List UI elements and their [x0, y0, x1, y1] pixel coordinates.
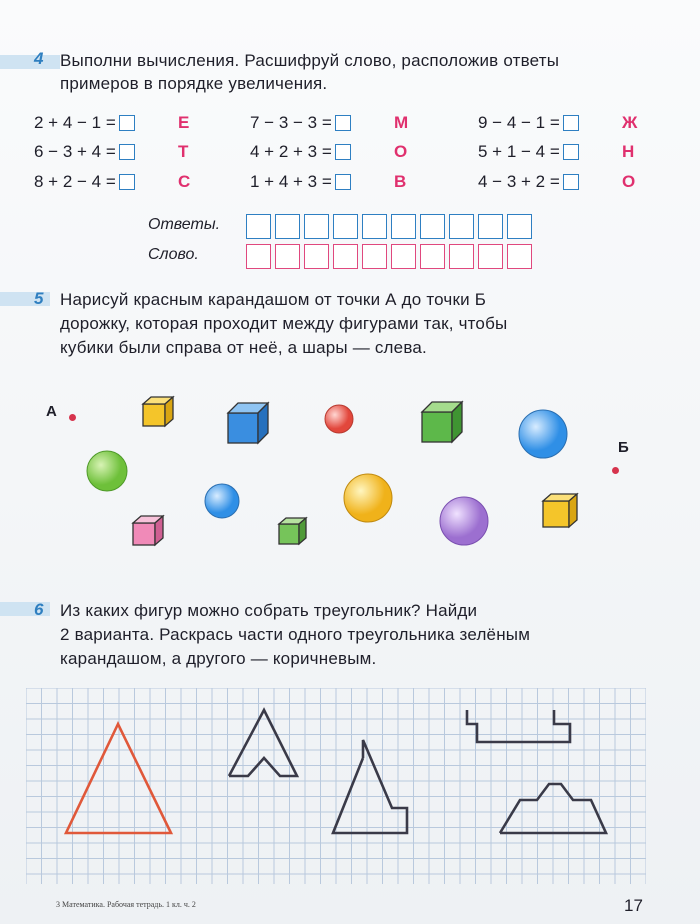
answer-box[interactable]: [563, 174, 579, 190]
equation-expression: 7 − 3 − 3 =: [250, 113, 332, 132]
task4-number: 4: [34, 49, 44, 68]
answer-box[interactable]: [119, 115, 135, 131]
code-letter: Е: [178, 113, 190, 132]
cube-yellow-right: [543, 494, 577, 527]
answer-cell[interactable]: [478, 214, 503, 239]
footer-imprint: 3 Математика. Рабочая тетрадь. 1 кл. ч. 2: [56, 900, 196, 909]
task6-text-line1: Из каких фигур можно собрать треугольник? Найди: [60, 601, 478, 620]
task5-text-line2: дорожку, которая проходит между фигурами так, чтобы: [60, 314, 508, 333]
word-cell[interactable]: [507, 244, 532, 269]
equation: [478, 113, 579, 133]
equation: [478, 142, 579, 162]
answer-cell[interactable]: [362, 214, 387, 239]
answer-cell[interactable]: [391, 214, 416, 239]
cube-green-large: [422, 402, 462, 442]
answer-cell[interactable]: [333, 214, 358, 239]
code-letter: Ж: [622, 113, 638, 132]
answer-box[interactable]: [335, 115, 351, 131]
code-letter: М: [394, 113, 409, 132]
word-cell[interactable]: [391, 244, 416, 269]
equation-expression: 9 − 4 − 1 =: [478, 113, 560, 132]
task5-number: 5: [34, 289, 44, 308]
equation: [478, 172, 579, 192]
task5-text-line3: кубики были справа от неё, а шары — слева.: [60, 338, 427, 357]
shape-bracket[interactable]: [467, 710, 570, 742]
answers-label: Ответы.: [148, 216, 221, 233]
answer-box[interactable]: [563, 144, 579, 160]
code-letter: С: [178, 172, 191, 191]
code-letter: Н: [622, 142, 635, 161]
answer-box[interactable]: [335, 174, 351, 190]
answer-box[interactable]: [119, 144, 135, 160]
task4-text-line1: Выполни вычисления. Расшифруй слово, расположив ответы: [60, 51, 560, 70]
word-cell[interactable]: [420, 244, 445, 269]
equation-expression: 2 + 4 − 1 =: [34, 113, 116, 132]
page-number: 17: [624, 896, 643, 915]
word-cells: [246, 244, 536, 269]
point-a-label: А: [46, 403, 57, 420]
answer-cell[interactable]: [420, 214, 445, 239]
answer-box[interactable]: [335, 144, 351, 160]
answers-cells: [246, 214, 536, 239]
cube-blue: [228, 403, 268, 443]
answer-cell[interactable]: [304, 214, 329, 239]
ball-red: [325, 405, 353, 433]
equation-expression: 5 + 1 − 4 =: [478, 142, 560, 161]
cube-yellow-top: [143, 397, 173, 426]
task6-text-line2: 2 варианта. Раскрась части одного треугольника зелёным: [60, 625, 531, 644]
equation-expression: 4 − 3 + 2 =: [478, 172, 560, 191]
ball-yellow: [344, 474, 392, 522]
word-cell[interactable]: [275, 244, 300, 269]
word-cell[interactable]: [304, 244, 329, 269]
grid-area[interactable]: [26, 688, 646, 884]
answer-box[interactable]: [119, 174, 135, 190]
equation: [34, 113, 135, 133]
answer-box[interactable]: [563, 115, 579, 131]
task5-text-line1: Нарисуй красным карандашом от точки А до точки Б: [60, 290, 487, 309]
word-cell[interactable]: [246, 244, 271, 269]
equation-expression: 6 − 3 + 4 =: [34, 142, 116, 161]
word-cell[interactable]: [478, 244, 503, 269]
code-letter: О: [622, 172, 636, 191]
word-cell[interactable]: [362, 244, 387, 269]
point-b-label: Б: [618, 439, 629, 456]
figures-field[interactable]: [0, 380, 700, 560]
equation: [34, 172, 135, 192]
shape-arrowhead[interactable]: [229, 710, 297, 776]
equation-expression: 4 + 2 + 3 =: [250, 142, 332, 161]
ball-purple: [440, 497, 488, 545]
equation: [250, 172, 351, 192]
equation: [250, 113, 351, 133]
equation-expression: 1 + 4 + 3 =: [250, 172, 332, 191]
word-cell[interactable]: [333, 244, 358, 269]
code-letter: Т: [178, 142, 189, 161]
word-cell[interactable]: [449, 244, 474, 269]
task4-text-line2: примеров в порядке увеличения.: [60, 74, 328, 93]
ball-green: [87, 451, 127, 491]
task4-band: [0, 55, 60, 69]
shape-house[interactable]: [333, 740, 407, 833]
equation-expression: 8 + 2 − 4 =: [34, 172, 116, 191]
answer-cell[interactable]: [246, 214, 271, 239]
answer-cell[interactable]: [449, 214, 474, 239]
task6-text-line3: карандашом, а другого — коричневым.: [60, 649, 377, 668]
code-letter: О: [394, 142, 408, 161]
ball-blue-small: [205, 484, 239, 518]
ball-blue-large: [519, 410, 567, 458]
equation: [34, 142, 135, 162]
answer-cell[interactable]: [275, 214, 300, 239]
answer-cell[interactable]: [507, 214, 532, 239]
cube-pink: [133, 516, 163, 545]
cube-green-small: [279, 518, 306, 544]
word-label: Слово.: [148, 246, 199, 263]
equation: [250, 142, 351, 162]
task6-number: 6: [34, 600, 44, 619]
code-letter: В: [394, 172, 407, 191]
